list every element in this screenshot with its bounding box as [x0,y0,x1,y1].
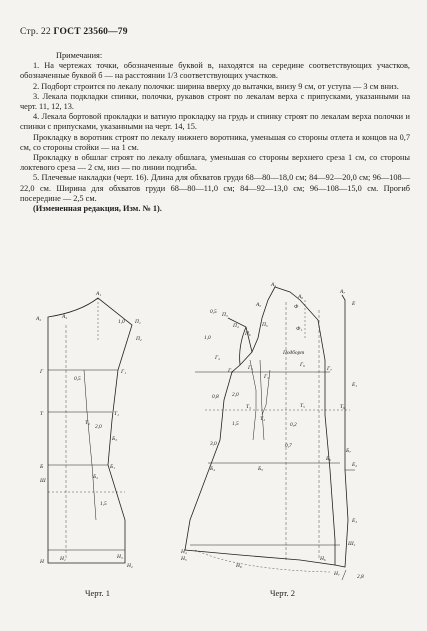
fig2-label: Б₅ [258,466,264,472]
fig2-label: А₄ [271,282,277,288]
fig1-label: 1,5 [100,501,107,507]
fig2-label: 1,0 [204,335,211,341]
figure-1-drawing [48,298,132,563]
fig2-label: Т₅ [300,403,305,409]
fig2-label: Подборт [283,350,305,356]
fig2-label: Н₇ [334,571,340,577]
fig2-label: Г₂ [215,355,220,361]
fig1-label: Б [40,464,44,470]
page-number: Стр. 22 [20,27,51,37]
fig2-label: Ш₁ [348,541,356,547]
fig1-label: Г₁ [121,369,126,375]
figure-2-labels [180,282,364,580]
standard-code: ГОСТ 23560—79 [53,27,128,37]
fig1-label: Б₂ [93,474,99,480]
fig1-label: Б₁ [110,464,116,470]
note-paragraph: 5. Плечевые накладки (черт. 16). Длина для обхватов груди 68—80—18,0 см; 84—92—20,0 см; 96—108—22,0 см. Ширина для обхватов груди 68—80—11,0 см; 84—92—13,0 см; 96—108—15,0 см. Прогиб посередине — 2,5 см. [20,173,410,203]
fig2-label: А₅ [256,302,262,308]
figure-1-labels [35,291,142,569]
figure-1-caption: Черт. 1 [85,588,111,598]
fig2-label: П₄ [233,323,239,329]
fig2-label: Т₃ [246,404,251,410]
fig2-label: 3,0 [210,441,217,447]
fig1-label: А₂ [36,316,42,322]
fig2-label: Г₃ [228,368,233,374]
fig2-label: 0,8 [212,394,219,400]
fig2-label: Г₆ [300,362,305,368]
fig2-label: Н₄ [181,549,187,555]
fig2-label: Б₇ [346,448,352,454]
fig1-label: Т [40,411,43,417]
fig2-label: 2,0 [232,392,239,398]
fig2-label: П₃ [222,312,228,318]
fig1-label: Ш [40,478,46,484]
fig2-label: Е [352,301,356,307]
fig1-label: Н₂ [127,563,133,569]
fig2-label: П₅ [262,322,268,328]
edition-note: (Измененная редакция, Изм. № 1). [33,204,162,214]
fig2-label: Ф [294,304,299,310]
fig2-label: Н₆ [320,556,326,562]
fig1-label: Б₃ [112,436,118,442]
note-paragraph: 1. На чертежах точки, обозначенные буквой в, находятся на середине соответствующих участков, обозначенные буквой б — на расстоянии 1/3 соответствующих участков. [20,61,410,81]
fig2-label: Б₆ [326,456,332,462]
fig1-label: 2,0 [95,424,102,430]
fig2-label: 0,5 [210,309,217,315]
fig1-label: Т₁ [114,411,119,417]
fig2-label: Е₁ [352,382,358,388]
fig1-label: 0,5 [74,376,81,382]
fig1-label: 1,0 [118,319,125,325]
figure-2-caption: Черт. 2 [270,588,296,598]
fig1-label: А₃ [62,314,68,320]
fig2-label: Н₅ [181,556,187,562]
fig1-label: Н₁ [60,556,66,562]
fig1-label: А₁ [96,291,102,297]
notes-heading: Примечания: [56,51,103,60]
fig2-label: 1,5 [232,421,239,427]
fig2-label: 0,7 [285,443,292,449]
fig1-label: Н [40,559,44,565]
fig2-label: Т₄ [260,416,265,422]
fig2-label: П₆ [245,331,251,337]
note-paragraph: 2. Подборт строится по лекалу полочки: ширина вверху до вытачки, внизу 9 см, от уступа — 3 см вниз. [33,81,399,91]
fig2-label: Н₈ [236,563,242,569]
fig2-label: 0,2 [290,422,297,428]
fig2-label: Г₅ [264,374,269,380]
fig2-label: Г₇ [327,366,332,372]
fig2-label: Б₄ [210,466,216,472]
figure-2-drawing [185,287,358,580]
fig1-label: П₁ [135,319,141,325]
note-paragraph: Прокладку в обшлаг строят по лекалу обшлага, уменьшая со стороны верхнего среза 1 см, со стороны локтевого среза — 2 см, низ — по линии подгиба. [20,153,410,173]
fig2-label: 2,8 [357,574,364,580]
note-paragraph: Прокладку в воротник строят по лекалу нижнего воротника, уменьшая со стороны отлета и концов на 0,7 см, со стороны стойки — на 1 см. [20,132,410,152]
fig2-label: А₆ [298,294,304,300]
fig2-label: Е₂ [352,462,358,468]
fig2-label: Т₆ [340,404,345,410]
fig2-label: Г₄ [248,365,253,371]
note-paragraph: 3. Лекала подкладки спинки, полочки, рукавов строят по лекалам верха с припусками, указанными на черт. 11, 12, 13. [20,91,410,112]
fig1-label: Н₃ [117,554,123,560]
fig2-label: Е₃ [352,518,358,524]
fig1-label: Т₂ [85,420,90,426]
fig2-label: А₇ [340,289,346,295]
note-paragraph: 4. Лекала бортовой прокладки и ватную прокладку на грудь и спинку строят по лекалам верха полочки и спинки с припусками, указанными на черт. 14, 15. [20,112,410,132]
fig2-label: Ф₁ [296,326,303,332]
fig1-label: П₂ [136,336,142,342]
fig1-label: Г [40,369,44,375]
